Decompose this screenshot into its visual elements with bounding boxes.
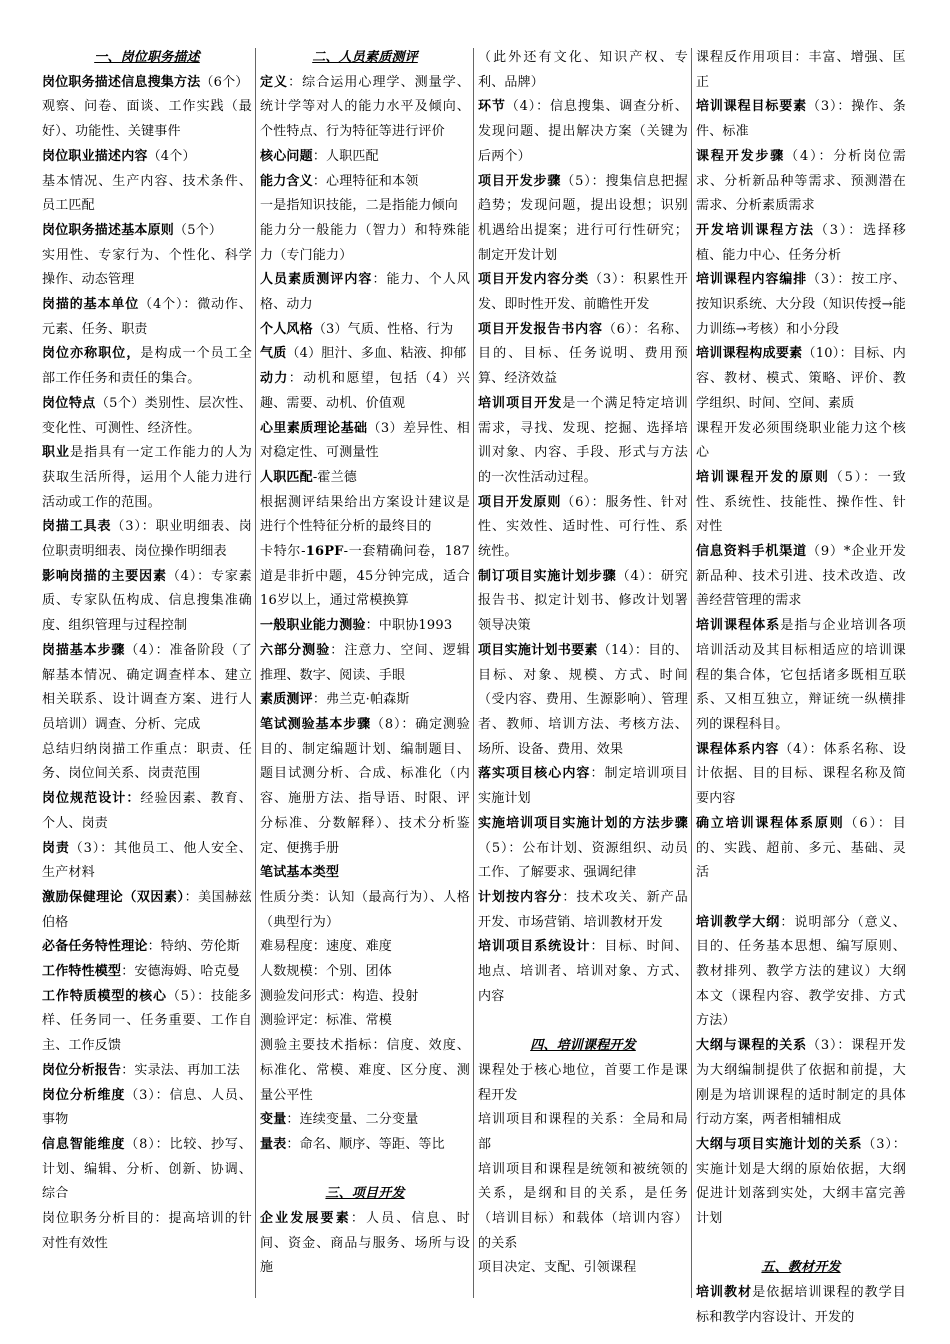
- term-label: 能力含义: [260, 173, 313, 189]
- paragraph-text: 总结归纳岗描工作重点：职责、任务、岗位间关系、岗责范围: [42, 741, 252, 782]
- term-label: 培训教材: [696, 1285, 753, 1301]
- paragraph-text: ：目标、时间、地点、培训者、培训对象、方式、内容: [478, 939, 688, 1004]
- paragraph-text: （4）：专家素质、专家队伍构成、信息搜集准确度、组织管理与过程控制: [42, 568, 252, 634]
- paragraph: [260, 491, 470, 540]
- paragraph-text: ：能力、个人风格、动力: [260, 272, 470, 313]
- paragraph-text: 测验发问形式：构造、投射: [260, 988, 419, 1004]
- term-label: 培训课程目标要素: [696, 99, 807, 115]
- paragraph: [696, 466, 906, 540]
- term-label: 开发培训课程方法: [696, 222, 815, 238]
- column-divider: [473, 48, 474, 1298]
- paragraph-text: （3）：课程开发为大纲编制提供了依据和前提，大刚是为培训课程的适时制定的具体行动方案，两者相辅相成: [696, 1038, 906, 1128]
- term-label: 岗位特点: [42, 395, 96, 411]
- paragraph-text: （4个）：微动作、元素、任务、职责: [42, 297, 252, 337]
- term-label: 个人风格: [260, 321, 313, 337]
- paragraph-text: （3）：操作、条件、标准: [696, 99, 906, 140]
- paragraph: [42, 738, 252, 787]
- paragraph: [696, 95, 906, 144]
- paragraph: [42, 219, 252, 244]
- term-label: 核心问题: [260, 148, 313, 164]
- paragraph-text: （5）：技能多样、任务同一、任务重要、工作自主、工作反馈: [42, 988, 252, 1054]
- paragraph-text: ：连续变量、二分变量: [286, 1112, 419, 1128]
- paragraph-text: ：人职匹配: [312, 148, 379, 164]
- paragraph: [42, 71, 252, 96]
- paragraph: [42, 244, 252, 293]
- term-label: 岗位职务描述信息搜集方法: [42, 74, 201, 90]
- paragraph-text: 能力分一般能力（智力）和特殊能力（专门能力）: [260, 222, 470, 263]
- paragraph: [696, 219, 906, 268]
- term-label: 笔试基本类型: [260, 865, 340, 881]
- column-divider: [691, 48, 692, 1298]
- paragraph-text: 基本情况、生产内容、技术条件、员工匹配: [42, 173, 252, 214]
- term-label: 岗描工具表: [42, 519, 112, 535]
- paragraph-text: （3）：其他员工、他人安全、生产材料: [42, 840, 253, 881]
- paragraph: [478, 1059, 688, 1108]
- section-heading: 二、人员素质测评: [312, 50, 418, 65]
- paragraph: [42, 293, 252, 342]
- paragraph: [260, 960, 470, 985]
- paragraph: [696, 911, 906, 1035]
- paragraph-text: 卡特尔-16PF-一套精确问卷，187道是非折中题，45分钟完成，适合16岁以上，通过常模换算: [260, 544, 471, 609]
- term-label: 落实项目核心内容: [478, 766, 591, 782]
- paragraph-text: ：动机和愿望，包括（4）兴趣、需要、动机、价值观: [260, 371, 470, 411]
- paragraph: [478, 565, 688, 639]
- term-label: 培训项目系统设计: [478, 939, 591, 955]
- term-label: 大纲与课程的关系: [696, 1038, 807, 1054]
- paragraph-text: 是一个满足特定培训需求，寻找、发现、挖掘、选择培训对象、内容、手段、形式与方法的一次性活动过程。: [478, 395, 688, 485]
- paragraph-text: ：中职协1993: [365, 618, 453, 634]
- paragraph: [478, 812, 688, 886]
- paragraph-text: （14）：目的、目标、对象、规模、方式、时间（受内容、费用、生源影响）、管理者、教师、培训方法、考核方法、场所、设备、费用、效果: [478, 642, 688, 757]
- paragraph: [696, 268, 906, 342]
- paragraph-text: 性质分类：认知（最高行为）、人格（典型行为）: [260, 889, 470, 930]
- paragraph-text: （8）：比较、抄写、计划、编辑、分析、创新、协调、综合: [42, 1136, 252, 1202]
- term-label: 岗描的基本单位: [42, 297, 140, 313]
- paragraph: [260, 417, 470, 466]
- paragraph-text: 是指具有一定工作能力的人为获取生活所得，运用个人能力进行活动或工作的范围。: [42, 445, 252, 510]
- term-label: 量表: [260, 1136, 287, 1152]
- term-label: 确立培训课程体系原则: [696, 815, 845, 831]
- term-label: 岗位规范设计：: [42, 791, 141, 807]
- paragraph-text: （3）：选择移植、能力中心、任务分析: [696, 222, 906, 263]
- term-label: 制订项目实施计划步骤: [478, 568, 617, 584]
- paragraph: [696, 614, 906, 738]
- paragraph-text: 根据测评结果给出方案设计建议是进行个性特征分析的最终目的: [260, 494, 470, 535]
- paragraph: [42, 837, 252, 886]
- term-label: 项目开发报告书内容: [478, 321, 603, 337]
- paragraph: [260, 1034, 470, 1108]
- term-label: 岗位职务描述基本原则: [42, 222, 175, 238]
- paragraph-text: 测验主要技术指标：信度、效度、标准化、常模、难度、区分度、测量公平性: [260, 1038, 470, 1103]
- term-label: 信息智能维度: [42, 1136, 126, 1152]
- paragraph-text: 一是指知识技能，二是指能力倾向: [260, 198, 459, 214]
- paragraph: [260, 318, 470, 343]
- term-label: 变量: [260, 1112, 287, 1128]
- paragraph: [42, 985, 252, 1059]
- paragraph-text: （4）：体系名称、设计依据、目的目标、课程名称及简要内容: [696, 741, 906, 807]
- paragraph: [42, 441, 252, 515]
- paragraph: [260, 1009, 470, 1034]
- term-label: 培训教学大纲: [696, 914, 781, 930]
- paragraph-text: （3）：信息、人员、事物: [42, 1087, 252, 1128]
- term-label: 岗位亦称职位，: [42, 346, 141, 362]
- paragraph-text: 是依据培训课程的教学目标和教学内容设计、开发的: [696, 1285, 906, 1325]
- paragraph: [478, 1158, 688, 1257]
- term-label: 六部分测验: [260, 642, 331, 658]
- term-label: 人职匹配: [260, 469, 313, 485]
- paragraph-text: （6个）: [200, 74, 249, 90]
- paragraph-text: （此外还有文化、知识产权、专利、品牌）: [478, 50, 688, 90]
- term-label: 培训课程体系: [696, 618, 781, 634]
- paragraph: [42, 145, 252, 170]
- paragraph-text: （9）*企业开发新品种、技术引进、技术改造、改善经营管理的需求: [696, 544, 906, 609]
- paragraph: [478, 886, 688, 935]
- paragraph: [696, 812, 906, 886]
- term-label: 岗位分析维度: [42, 1087, 126, 1103]
- paragraph: [260, 713, 470, 861]
- paragraph: [260, 1133, 470, 1158]
- paragraph: [42, 1207, 252, 1256]
- paragraph-text: （5个）类别性、层次性、变化性、可测性、经济性。: [42, 395, 252, 436]
- paragraph: [42, 565, 252, 639]
- paragraph-text: 项目决定、支配、引领课程: [478, 1260, 637, 1276]
- term-label: 培训课程内容编排: [696, 272, 807, 288]
- term-label: 岗责: [42, 840, 70, 856]
- term-label: 定义: [260, 74, 289, 90]
- paragraph: [696, 46, 906, 95]
- term-label: 一般职业能力测验: [260, 618, 366, 634]
- term-label: 工作特性模型: [42, 964, 122, 980]
- paragraph-text: （3）：积累性开发、即时性开发、前瞻性开发: [478, 272, 688, 313]
- paragraph-text: 课程反作用项目：丰富、增强、匡正: [696, 50, 906, 90]
- column-divider: [255, 48, 256, 1298]
- paragraph: [42, 787, 252, 836]
- paragraph-text: ：命名、顺序、等距、等比: [286, 1136, 445, 1152]
- term-label: 计划按内容分: [478, 889, 563, 905]
- paragraph: [260, 688, 470, 713]
- section-heading: 三、项目开发: [325, 1186, 405, 1202]
- paragraph-text: ：特纳、劳伦斯: [147, 939, 241, 955]
- term-label: 课程开发步骤: [696, 148, 786, 164]
- term-label: 必备任务特性理论: [42, 939, 148, 955]
- paragraph: [478, 491, 688, 565]
- paragraph: [260, 170, 470, 195]
- paragraph-text: （4个）: [147, 148, 196, 164]
- paragraph-text: （3）气质、性格、行为: [312, 321, 454, 337]
- paragraph: [696, 1034, 906, 1133]
- paragraph-text: （5个）: [174, 222, 223, 238]
- term-label: 项目开发内容分类: [478, 272, 589, 288]
- paragraph-text: ：注意力、空间、逻辑推理、数字、阅读、手眼: [260, 642, 470, 683]
- blank-line: [696, 886, 906, 911]
- term-label: 大纲与项目实施计划的关系: [696, 1136, 863, 1152]
- blank-line: [260, 1158, 470, 1183]
- term-label: 笔试测验基本步骤: [260, 716, 371, 732]
- paragraph-text: （3）：实施计划是大纲的原始依据，大纲促进计划落到实处，大纲丰富完善计划: [696, 1136, 906, 1227]
- paragraph: [478, 639, 688, 763]
- paragraph-text: ：心理特征和本领: [312, 173, 419, 189]
- paragraph: [260, 1207, 470, 1281]
- term-label: 岗位分析报告: [42, 1062, 122, 1078]
- term-label: 人员素质测评内容: [260, 272, 373, 288]
- term-label: 项目开发步骤: [478, 173, 562, 189]
- section-heading: 四、培训课程开发: [530, 1038, 636, 1054]
- paragraph: [260, 935, 470, 960]
- paragraph-text: （3）：按工序、按知识系统、大分段（知识传授→能力训练→考核）和小分段: [696, 272, 906, 337]
- blank-line: [478, 1009, 688, 1034]
- term-label: 职业: [42, 445, 71, 461]
- paragraph: [478, 935, 688, 1009]
- paragraph: [42, 886, 252, 935]
- paragraph: [260, 861, 470, 886]
- blank-line: [696, 1232, 906, 1257]
- paragraph-text: （6）：名称、目的、目标、任务说明、费用预算、经济效益: [478, 321, 688, 387]
- paragraph-text: （5）：搜集信息把握趋势；发现问题，提出设想；识别机遇给出提案；进行可行性研究；制定开发计划: [478, 173, 688, 263]
- paragraph-text: （3）差异性、相对稳定性、可测量性: [260, 420, 470, 461]
- term-label: 项目实施计划书要素: [478, 642, 598, 658]
- paragraph: [696, 145, 906, 219]
- term-label: 培训课程构成要素: [696, 346, 803, 362]
- paragraph-text: ：弗兰克·帕森斯: [312, 692, 410, 708]
- paragraph-text: 人数规模：个别、团体: [260, 964, 393, 980]
- paragraph: [42, 1059, 252, 1084]
- term-label: 项目开发原则: [478, 494, 562, 510]
- paragraph-text: 培训项目和课程是统领和被统领的关系，是纲和目的关系，是任务（培训目标）和载体（培训内容）的关系: [478, 1161, 688, 1251]
- paragraph-text: 经验因素、教育、个人、岗责: [42, 791, 252, 831]
- column-2: [260, 46, 470, 1302]
- paragraph-text: ：人员、信息、时间、资金、商品与服务、场所与设施: [260, 1211, 470, 1276]
- paragraph-text: ：美国赫兹伯格: [42, 889, 252, 930]
- paragraph-text: 培训项目和课程的关系：全局和局部: [478, 1112, 688, 1152]
- paragraph: [42, 170, 252, 219]
- paragraph: [260, 342, 470, 367]
- paragraph: [478, 268, 688, 317]
- section-heading: 五、教材开发: [761, 1260, 841, 1276]
- paragraph-text: 观察、问卷、面谈、工作实践（最好）、功能性、关键事件: [42, 99, 252, 140]
- paragraph: [260, 540, 470, 614]
- paragraph: [42, 1084, 252, 1133]
- paragraph: [478, 95, 688, 169]
- term-label: 动力: [260, 371, 289, 387]
- paragraph-text: 实用性、专家行为、个性化、科学操作、动态管理: [42, 247, 252, 288]
- paragraph: [42, 1133, 252, 1207]
- paragraph: [42, 342, 252, 391]
- term-label: 岗描基本步骤: [42, 642, 126, 658]
- term-label: 课程体系内容: [696, 741, 780, 757]
- paragraph: [260, 268, 470, 317]
- paragraph-text: 难易程度：速度、难度: [260, 939, 393, 955]
- paragraph-text: 测验评定：标准、常模: [260, 1013, 393, 1029]
- paragraph-text: ：综合运用心理学、测量学、统计学等对人的能力水平及倾向、个性特点、行为特征等进行评价: [260, 74, 470, 140]
- term-label: 培训课程开发的原则: [696, 469, 830, 485]
- paragraph: [42, 515, 252, 564]
- paragraph-text: （6）：目的、实践、超前、多元、基础、灵活: [696, 815, 906, 881]
- term-label: 培训项目开发: [478, 395, 563, 411]
- paragraph: [260, 614, 470, 639]
- paragraph: [260, 145, 470, 170]
- column-1: [42, 46, 252, 1302]
- term-label: 影响岗描的主要因素: [42, 568, 167, 584]
- paragraph-text: （4）：信息搜集、调查分析、发现问题、提出解决方案（关键为后两个）: [478, 99, 689, 164]
- paragraph: [696, 1133, 906, 1232]
- paragraph-text: 课程开发必须围绕职业能力这个核心: [696, 420, 906, 461]
- paragraph: [42, 392, 252, 441]
- paragraph: [42, 935, 252, 960]
- term-label: 素质测评: [260, 692, 313, 708]
- paragraph: [696, 1281, 906, 1330]
- paragraph: [478, 318, 688, 392]
- paragraph: [42, 639, 252, 738]
- term-label: 心里素质理论基础: [260, 420, 368, 436]
- paragraph: [42, 960, 252, 985]
- paragraph-text: ：技术攻关、新产品开发、市场营销、培训教材开发: [478, 889, 688, 930]
- paragraph: [260, 194, 470, 219]
- paragraph: [260, 1108, 470, 1133]
- term-label: 环节: [478, 99, 506, 115]
- paragraph: [478, 1108, 688, 1157]
- paragraph: [260, 219, 470, 268]
- document-page: [42, 46, 910, 1325]
- paragraph-text: ：制定培训项目实施计划: [478, 766, 688, 807]
- term-label: 气质: [260, 346, 287, 362]
- paragraph-text: （4）：分析岗位需求、分析新品种等需求、预测潜在需求、分析素质需求: [696, 148, 906, 214]
- paragraph: [42, 95, 252, 144]
- term-label: 激励保健理论（双因素）: [42, 889, 185, 905]
- paragraph: [260, 886, 470, 935]
- term-label: 企业发展要素: [260, 1211, 351, 1227]
- paragraph-text: ：说明部分（意义、目的、任务基本思想、编写原则、教材排列、教学方法的建议）大纲本文（课程内容、教学安排、方式方法）: [696, 914, 906, 1029]
- paragraph: [260, 639, 470, 688]
- paragraph: [478, 46, 688, 95]
- paragraph-text: （4）胆汁、多血、粘液、抑郁: [286, 346, 467, 362]
- paragraph: [478, 392, 688, 491]
- paragraph-text: -霍兰德: [312, 469, 358, 485]
- term-label: 信息资料手机渠道: [696, 544, 807, 560]
- paragraph: [260, 466, 470, 491]
- paragraph-text: ：实录法、再加工法: [121, 1062, 241, 1078]
- paragraph-text: 岗位职务分析目的：提高培训的针对性有效性: [42, 1211, 252, 1251]
- term-label: 工作特质模型的核心: [42, 988, 167, 1004]
- column-3: [478, 46, 688, 1302]
- paragraph: [478, 170, 688, 269]
- paragraph: [696, 417, 906, 466]
- paragraph-text: （5）：一致性、系统性、技能性、操作性、针对性: [696, 469, 906, 535]
- section-heading: 一、岗位职务描述: [94, 50, 200, 65]
- paragraph-text: （8）：确定测验目的、制定编题计划、编制题目、题目试测分析、合成、标准化（内容、施册方法、指导语、时限、评分标准、分数解释）、技术分析鉴定、便携手册: [260, 716, 470, 856]
- paragraph: [260, 985, 470, 1010]
- paragraph: [478, 1256, 688, 1281]
- paragraph-text: （5）：公布计划、资源组织、动员工作、了解要求、强调纪律: [478, 840, 688, 881]
- term-label: 实施培训项目实施计划的方法步骤: [478, 815, 688, 831]
- paragraph: [260, 367, 470, 416]
- paragraph-text: （10）：目标、内容、教材、模式、策略、评价、教学组织、时间、空间、素质: [696, 346, 907, 411]
- paragraph-text: ：安德海姆、哈克曼: [121, 964, 241, 980]
- paragraph: [260, 71, 470, 145]
- paragraph-text: 是构成一个员工全部工作任务和责任的集合。: [42, 346, 252, 387]
- column-4: [696, 46, 907, 1325]
- paragraph: [696, 738, 906, 812]
- paragraph: [696, 342, 906, 416]
- term-label: 岗位职业描述内容: [42, 148, 148, 164]
- paragraph: [696, 540, 906, 614]
- paragraph-text: 是指与企业培训各项培训活动及其目标相适应的培训课程的集合体，它包括诸多既相互联系、又相互独立，辩证统一纵横排列的课程科目。: [696, 618, 906, 732]
- paragraph-text: （4）：研究报告书、拟定计划书、修改计划署领导决策: [478, 568, 688, 634]
- paragraph: [478, 762, 688, 811]
- paragraph-text: 课程处于核心地位，首要工作是课程开发: [478, 1062, 688, 1103]
- paragraph-text: （3）：职业明细表、岗位职责明细表、岗位操作明细表: [42, 519, 252, 560]
- paragraph-text: （6）：服务性、针对性、实效性、适时性、可行性、系统性。: [478, 494, 688, 560]
- paragraph-text: （4）：准备阶段（了解基本情况、确定调查样本、建立相关联系、设计调查方案、进行人员培训）调查、分析、完成: [42, 642, 252, 732]
